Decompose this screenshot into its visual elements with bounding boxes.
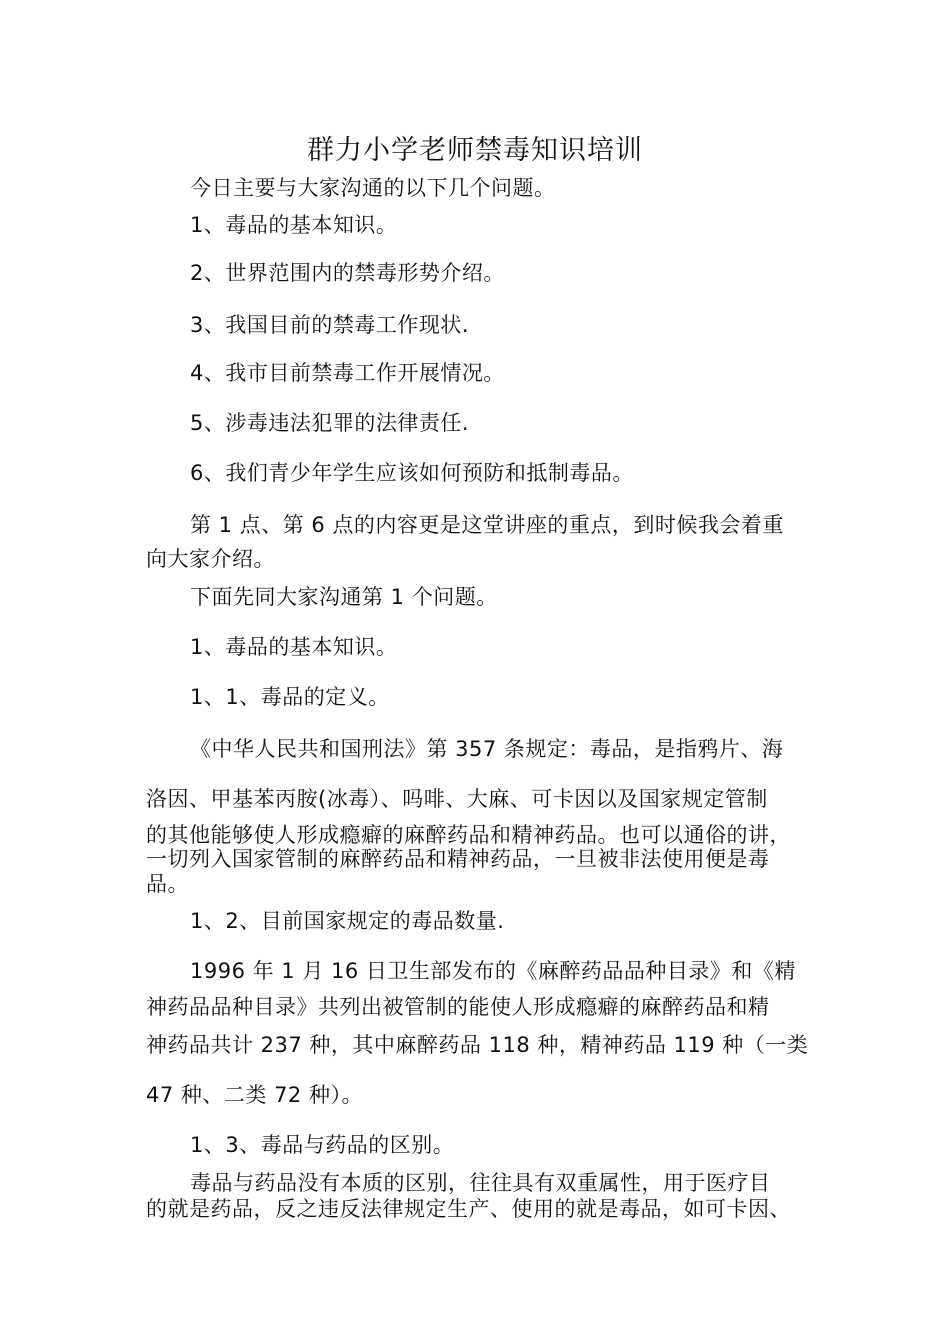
definition-line-5: 品。	[146, 872, 189, 896]
topic-item-4: 4、我市目前禁毒工作开展情况。	[190, 361, 505, 385]
section-heading: 1、毒品的基本知识。	[190, 635, 398, 659]
document-title: 群力小学老师禁毒知识培训	[307, 135, 643, 166]
intro-line: 今日主要与大家沟通的以下几个问题。	[190, 176, 556, 200]
quantity-line-3: 神药品共计 237 种，其中麻醉药品 118 种，精神药品 119 种（一类	[146, 1033, 809, 1057]
transition-line: 下面先同大家沟通第 1 个问题。	[190, 585, 498, 609]
topic-item-6: 6、我们青少年学生应该如何预防和抵制毒品。	[190, 461, 634, 485]
topic-item-3: 3、我国目前的禁毒工作现状.	[190, 313, 470, 337]
quantity-line-1: 1996 年 1 月 16 日卫生部发布的《麻醉药品品种目录》和《精	[190, 959, 796, 983]
focus-paragraph-line-1: 第 1 点、第 6 点的内容更是这堂讲座的重点，到时候我会着重	[190, 513, 784, 537]
quantity-line-2: 神药品品种目录》共列出被管制的能使人形成瘾癖的麻醉药品和精	[146, 995, 770, 1019]
difference-line-2: 的就是药品，反之违反法律规定生产、使用的就是毒品，如可卡因、	[146, 1197, 791, 1221]
topic-item-5: 5、涉毒违法犯罪的法律责任.	[190, 411, 470, 435]
topic-item-2: 2、世界范围内的禁毒形势介绍。	[190, 261, 505, 285]
subsection-heading-1-1: 1、1、毒品的定义。	[190, 685, 390, 709]
definition-line-4: 一切列入国家管制的麻醉药品和精神药品，一旦被非法使用便是毒	[146, 847, 770, 871]
difference-line-1: 毒品与药品没有本质的区别，往往具有双重属性，用于医疗目	[190, 1171, 771, 1195]
subsection-heading-1-2: 1、2、目前国家规定的毒品数量.	[190, 909, 505, 933]
topic-item-1: 1、毒品的基本知识。	[190, 213, 398, 237]
quantity-line-4: 47 种、二类 72 种）。	[146, 1083, 363, 1107]
focus-paragraph-line-2: 向大家介绍。	[146, 547, 275, 571]
definition-line-2: 洛因、甲基苯丙胺(冰毒）、吗啡、大麻、可卡因以及国家规定管制	[146, 787, 768, 811]
subsection-heading-1-3: 1、3、毒品与药品的区别。	[190, 1133, 455, 1157]
definition-line-1: 《中华人民共和国刑法》第 357 条规定：毒品，是指鸦片、海	[190, 737, 784, 761]
definition-line-3: 的其他能够使人形成瘾癖的麻醉药品和精神药品。也可以通俗的讲，	[146, 823, 791, 847]
